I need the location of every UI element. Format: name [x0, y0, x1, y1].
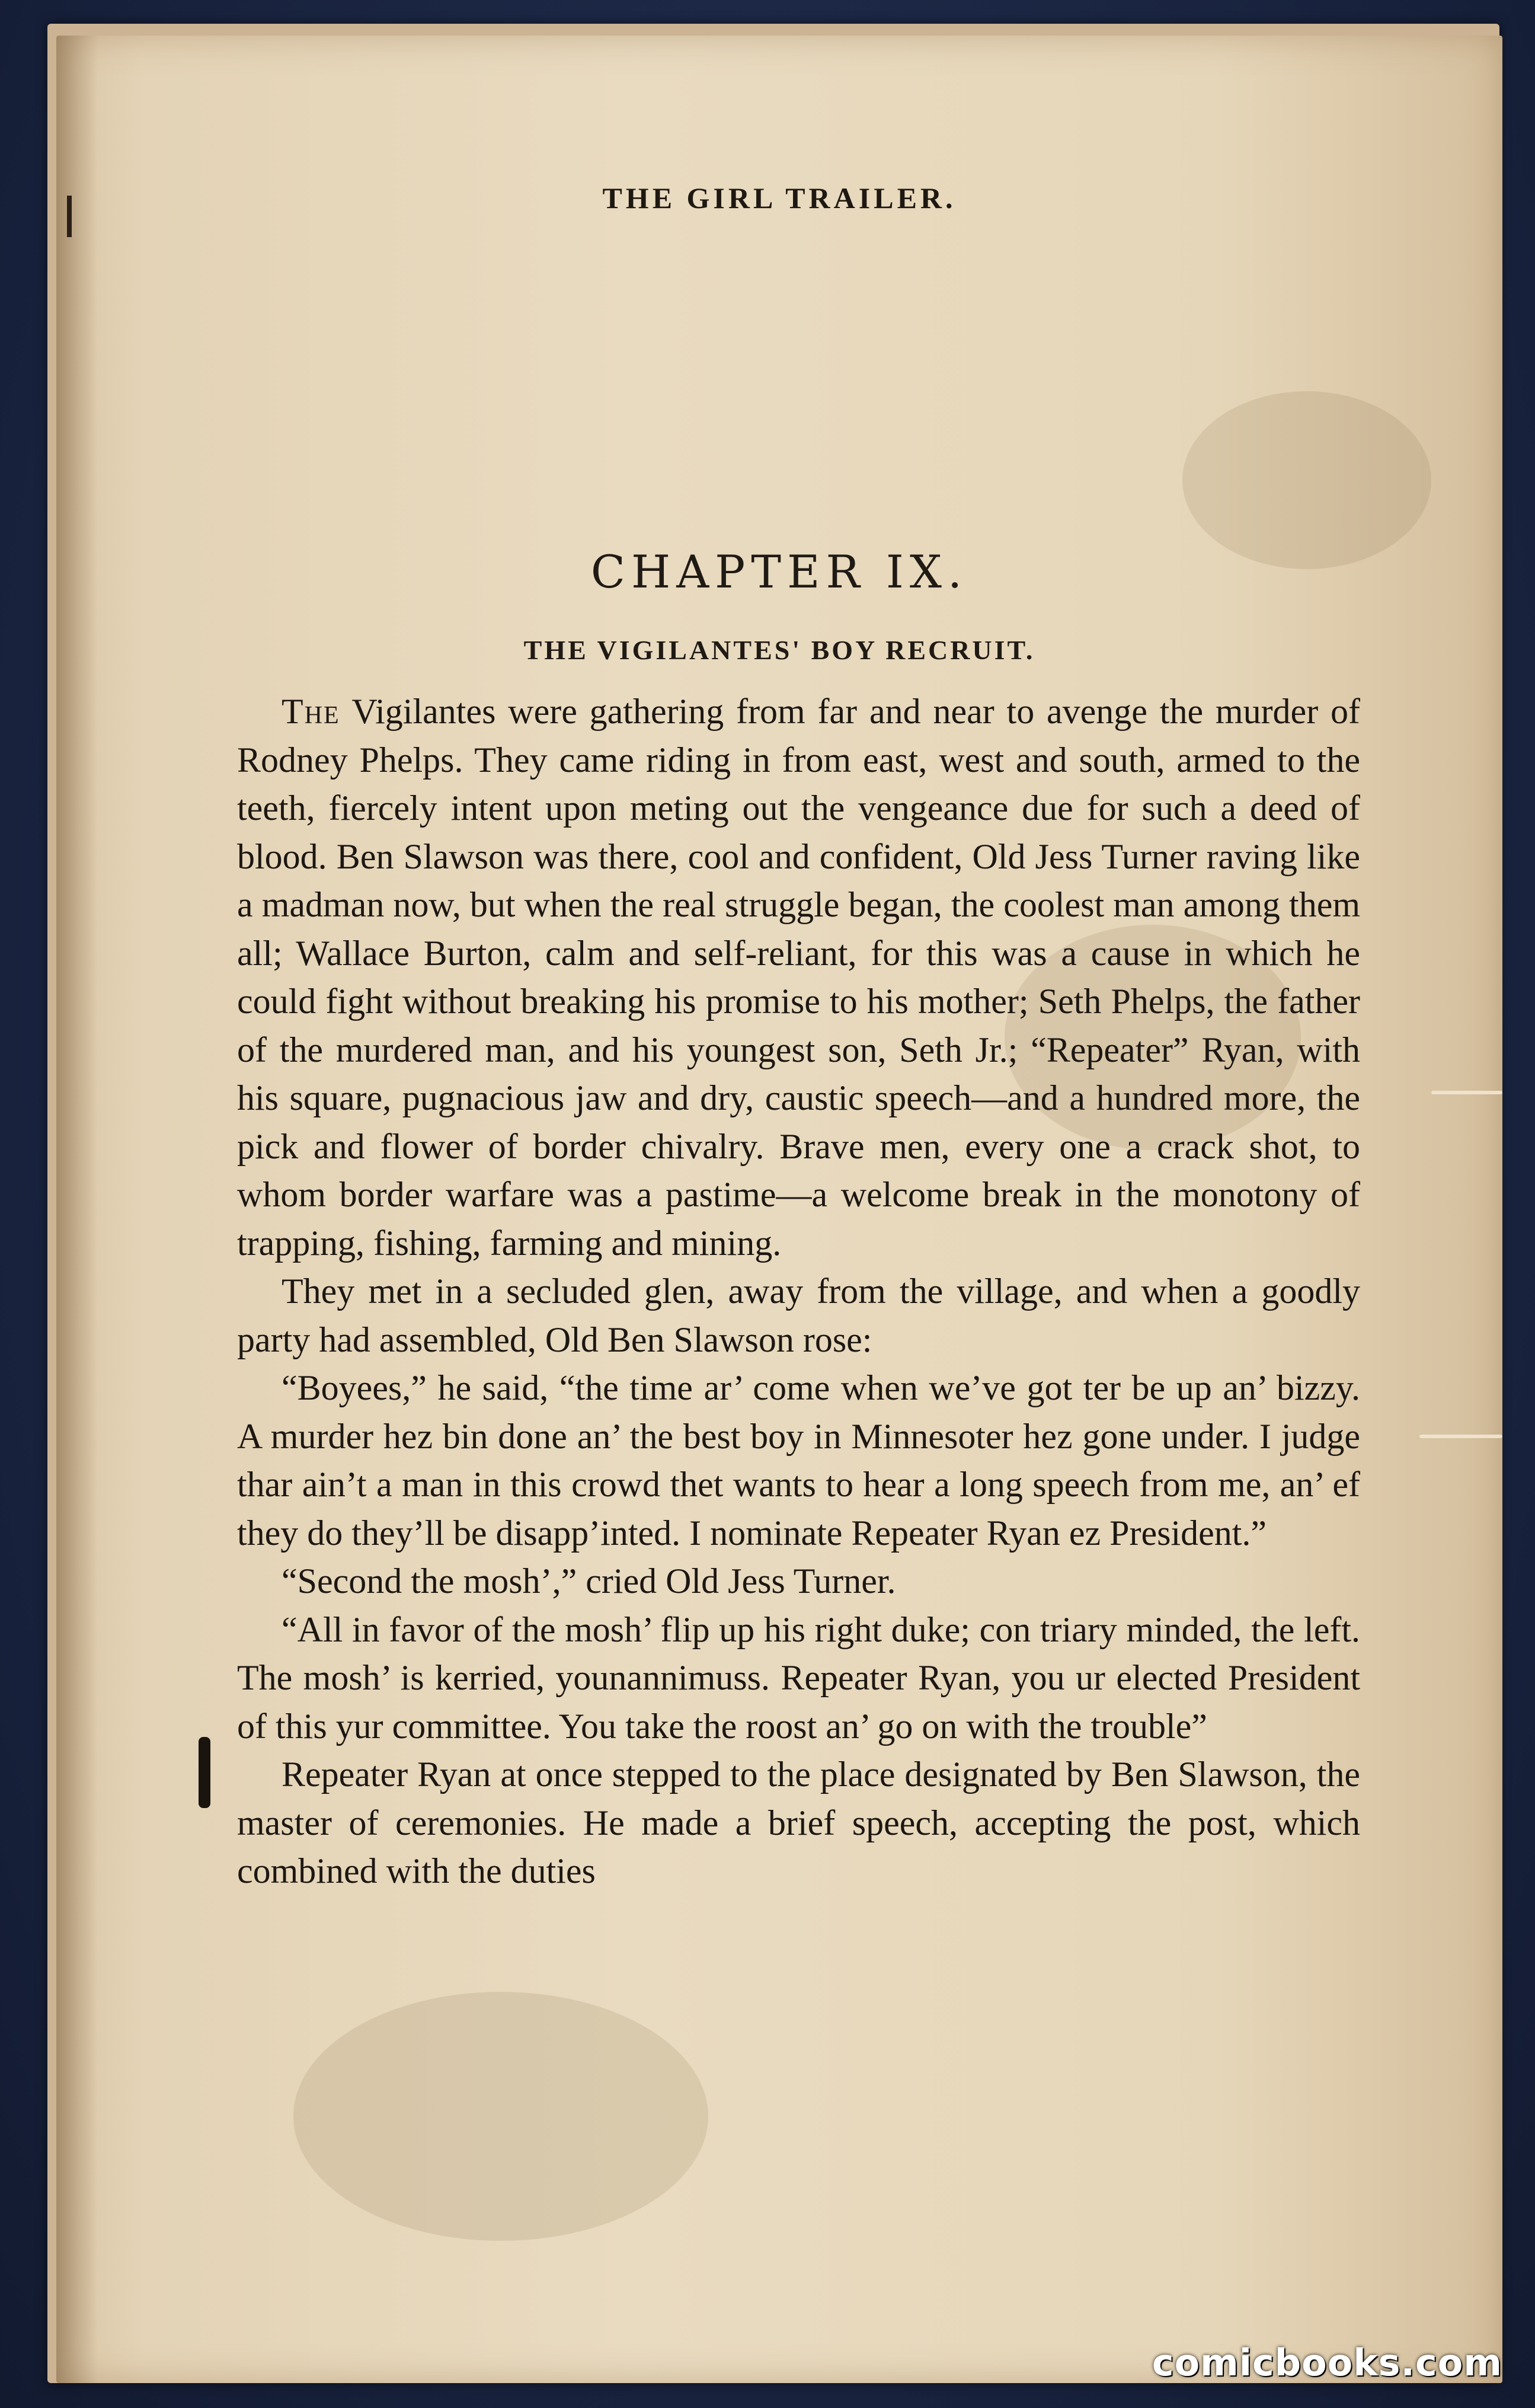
paragraph: [237, 1557, 1360, 1606]
paragraph-text: “Second the mosh’,” cried Old Jess Turner.: [282, 1561, 896, 1601]
paragraph-text: “Boyees,” he said, “the time ar’ come when we’ve got ter be up an’ bizzy. A murder hez bin done an’ the best boy in Minnesoter hez gone under. I judge thar ain’t a man in this crowd thet wants to hear a long speech from me, an’ ef they do they’ll be disapp’inted. I nominate Repeater Ryan ez President.”: [237, 1368, 1360, 1553]
paragraph-lead-word: The: [282, 692, 340, 731]
paper-stain: [1182, 391, 1431, 569]
binding-thread: [1419, 1435, 1502, 1438]
paper-stain: [293, 1992, 708, 2241]
ink-blot: [199, 1737, 210, 1808]
paragraph-text: They met in a secluded glen, away from the village, and when a goodly party had assembled, Old Ben Slawson rose:: [237, 1272, 1360, 1359]
body-text: [237, 688, 1360, 1896]
book-page: [56, 36, 1502, 2383]
paragraph-text: Repeater Ryan at once stepped to the place designated by Ben Slawson, the master of ceremonies. He made a brief speech, accepting the post, which combined with the duties: [237, 1755, 1360, 1890]
paragraph: [237, 1364, 1360, 1557]
watermark: comicbooks.com: [1152, 2341, 1502, 2384]
paragraph: [237, 1267, 1360, 1364]
running-head: THE GIRL TRAILER.: [602, 181, 957, 215]
gutter-shadow: [56, 36, 98, 2383]
chapter-title: CHAPTER IX.: [590, 545, 968, 598]
paragraph-text: Vigilantes were gathering from far and near to avenge the murder of Rodney Phelps. They came riding in from east, west and south, armed to the teeth, fiercely intent upon meting out the vengeance due for such a deed of blood. Ben Slawson was there, cool and confident, Old Jess Turner raving like a madman now, but when the real struggle began, the coolest man among them all; Wallace Burton, calm and self-reliant, for this was a cause in which he could fight without breaking his promise to his mother; Seth Phelps, the father of the murdered man, and his youngest son, Seth Jr.; “Repeater” Ryan, with his square, pugnacious jaw and dry, caustic speech—and a hundred more, the pick and flower of border chivalry. Brave men, every one a crack shot, to whom border warfare was a pastime—a welcome break in the monotony of trapping, fishing, farming and mining.: [237, 692, 1360, 1263]
chapter-subtitle: THE VIGILANTES' BOY RECRUIT.: [523, 635, 1035, 665]
binding-thread: [1431, 1091, 1502, 1094]
paragraph: [237, 688, 1360, 1267]
paragraph-text: “All in favor of the mosh’ flip up his right duke; con triary minded, the left. The mosh’ is kerried, younannimuss. Repeater Ryan, you ur elected President of this yur committee. You take the roost an’ go on with the trouble”: [237, 1609, 1360, 1746]
paragraph: [237, 1606, 1360, 1751]
paragraph: [237, 1751, 1360, 1896]
